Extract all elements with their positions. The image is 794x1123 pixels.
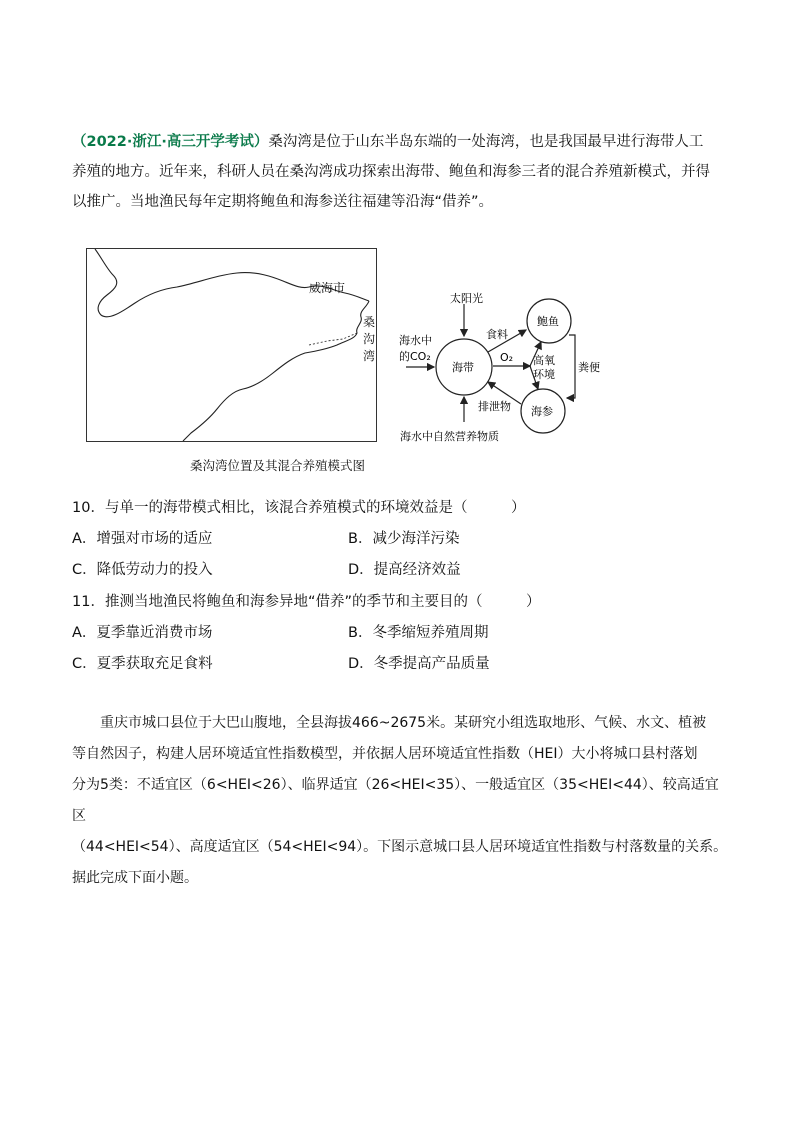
feces-label: 粪便: [578, 361, 600, 374]
intro-paragraph: [72, 127, 732, 217]
source-tag: （2022·浙江·高三开学考试）: [72, 134, 269, 150]
intro-line-1: [72, 127, 732, 157]
q10-option-c[interactable]: C．降低劳动力的投入: [72, 562, 213, 578]
map-box: [86, 248, 377, 442]
passage-line-1: 重庆市城口县位于大巴山腹地，全县海拔466~2675米。某研究小组选取地形、气候、水文、植被: [100, 715, 707, 731]
passage-chengkou: [72, 708, 732, 894]
q11-option-c[interactable]: C．夏季获取充足食料: [72, 656, 213, 672]
sea-cucumber-label: 海参: [531, 405, 553, 418]
food-label: 食料: [486, 328, 508, 341]
o2-label: O₂: [500, 351, 514, 364]
map-label-sanggou-bay: 桑沟湾: [363, 315, 376, 363]
sun-label: 太阳光: [450, 292, 483, 305]
figure-caption: 桑沟湾位置及其混合养殖模式图: [190, 458, 366, 473]
passage-line-2: 等自然因子，构建人居环境适宜性指数模型，并依据人居环境适宜性指数（HEI）大小将城口县村落划: [72, 746, 698, 762]
nutrients-label: 海水中自然营养物质: [400, 430, 499, 443]
passage-line-4: （44<HEI<54）、高度适宜区（54<HEI<94）。下图示意城口县人居环境适宜性指数与村落数量的关系。: [72, 839, 728, 855]
co2-label-1: 海水中: [399, 334, 432, 347]
intro-line-3: 以推广。当地渔民每年定期将鲍鱼和海参送往福建等沿海“借养”。: [72, 194, 494, 210]
q10-option-d[interactable]: D．提高经济效益: [348, 562, 461, 578]
map-label-weihai: 威海市: [309, 281, 346, 295]
q10-stem: 10．与单一的海带模式相比，该混合养殖模式的环境效益是（ ）: [72, 500, 526, 516]
q11-option-a[interactable]: A．夏季靠近消费市场: [72, 625, 213, 641]
passage-line-5: 据此完成下面小题。: [72, 870, 198, 886]
coastline-map: [87, 249, 376, 441]
q10-option-a[interactable]: A．增强对市场的适应: [72, 531, 213, 547]
q11-option-d[interactable]: D．冬季提高产品质量: [348, 656, 490, 672]
feces-arrow: [567, 335, 575, 398]
intro-line-2: 养殖的地方。近年来，科研人员在桑沟湾成功探索出海带、鲍鱼和海参三者的混合养殖新模式，并得: [72, 164, 710, 180]
intro-text-1: 桑沟湾是位于山东半岛东端的一处海湾，也是我国最早进行海带人工: [268, 134, 704, 150]
farming-mode-diagram: [380, 280, 610, 450]
q10-option-b[interactable]: B．减少海洋污染: [348, 531, 460, 547]
oxygen-env-label-1: 高氧: [533, 354, 555, 367]
kelp-label: 海带: [452, 361, 474, 374]
oxygen-env-label-2: 环境: [533, 368, 555, 381]
q11-option-b[interactable]: B．冬季缩短养殖周期: [348, 625, 489, 641]
passage-line-3: 分为5类：不适宜区（6<HEI<26）、临界适宜（26<HEI<35）、一般适宜区（35<HEI<44）、较高适宜区: [72, 777, 719, 824]
q11-stem: 11．推测当地渔民将鲍鱼和海参异地“借养”的季节和主要目的（ ）: [72, 594, 541, 610]
co2-label-2: 的CO₂: [399, 350, 431, 363]
abalone-label: 鲍鱼: [537, 315, 559, 328]
excreta-label: 排泄物: [478, 400, 511, 413]
